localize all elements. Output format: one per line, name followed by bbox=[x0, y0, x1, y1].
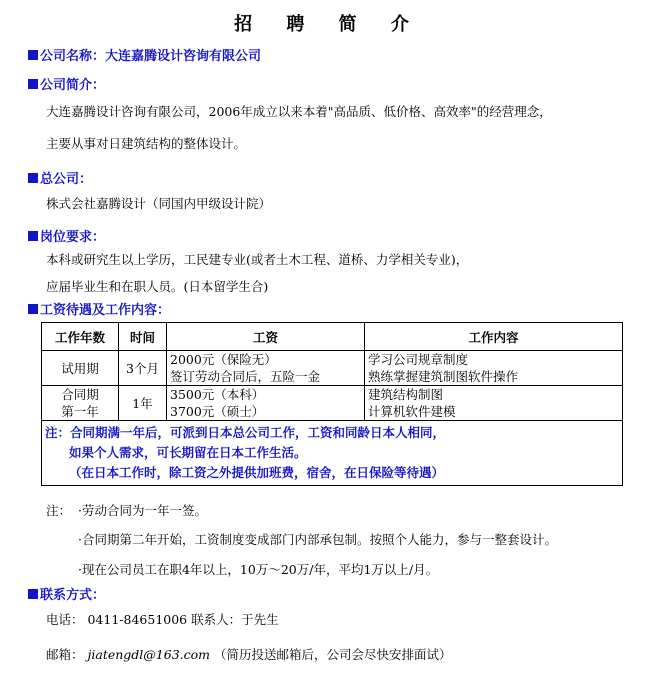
table-header-row bbox=[42, 323, 623, 351]
intro-line: 主要从事对日建筑结构的整体设计。 bbox=[46, 136, 247, 151]
work-line: 学习公司规章制度 bbox=[368, 352, 469, 367]
bullet-square-icon bbox=[28, 50, 38, 60]
page-title: 招 聘 简 介 bbox=[234, 14, 423, 35]
intro-heading-label: 公司简介： bbox=[40, 78, 106, 93]
company-name-label: 公司名称： bbox=[40, 49, 106, 64]
work-line: 计算机软件建模 bbox=[368, 404, 456, 419]
years-cell: 试用期 bbox=[42, 351, 119, 386]
contact-phone: 电话： 0411-84651006 联系人：于先生 bbox=[46, 612, 279, 627]
salary-label: 工资待遇及工作内容： bbox=[40, 303, 171, 318]
note-line: （在日本工作时，除工资之外提供加班费，宿舍，在日保险等待遇） bbox=[69, 465, 445, 480]
pay-line: 签订劳动合同后，五险一金 bbox=[170, 369, 321, 384]
requirements-line: 本科或研究生以上学历，工民建专业(或者土木工程、道桥、力学相关专业)， bbox=[46, 252, 469, 267]
bullet-square-icon bbox=[28, 173, 38, 183]
work-line: 熟练掌握建筑制图软件操作 bbox=[368, 369, 519, 384]
years-line: 合同期 bbox=[61, 387, 99, 402]
table-note-row bbox=[42, 421, 623, 486]
requirements-label: 岗位要求： bbox=[40, 230, 106, 245]
notes-label: 注： bbox=[46, 503, 72, 518]
notes-item: ·现在公司员工在职4年以上，10万～20万/年，平均1万以上/月。 bbox=[78, 562, 439, 577]
pay-line: 2000元（保险无） bbox=[170, 352, 277, 367]
pay-line: 3500元（本科） bbox=[170, 387, 265, 402]
company-name-heading bbox=[28, 45, 261, 64]
email-note: （简历投送邮箱后，公司会尽快安排面试） bbox=[214, 647, 452, 662]
intro-heading bbox=[28, 74, 105, 93]
column-header: 工资 bbox=[167, 323, 365, 351]
years-cell bbox=[42, 386, 119, 421]
table-row bbox=[42, 351, 623, 386]
salary-heading bbox=[28, 299, 170, 318]
parent-company-heading bbox=[28, 168, 92, 187]
work-line: 建筑结构制图 bbox=[368, 387, 444, 402]
column-header: 工作内容 bbox=[365, 323, 623, 351]
table-note bbox=[42, 421, 623, 486]
intro-line: 大连嘉腾设计咨询有限公司，2006年成立以来本着"高品质、低价格、高效率"的经营理念， bbox=[46, 104, 552, 119]
contact-heading bbox=[28, 584, 105, 603]
years-line: 第一年 bbox=[61, 404, 99, 419]
contact-email-row bbox=[46, 645, 452, 663]
column-header: 工作年数 bbox=[42, 323, 119, 351]
table-row bbox=[42, 386, 623, 421]
email-link[interactable]: jiatengdl@163.com bbox=[87, 647, 211, 662]
requirements-line: 应届毕业生和在职人员。(日本留学生合) bbox=[46, 279, 269, 294]
time-cell: 3个月 bbox=[119, 351, 167, 386]
bullet-square-icon bbox=[28, 304, 38, 314]
parent-company-line: 株式会社嘉腾设计（同国内甲级设计院） bbox=[46, 196, 272, 211]
pay-cell bbox=[167, 351, 365, 386]
salary-table bbox=[41, 322, 623, 486]
contact-label: 联系方式： bbox=[40, 588, 106, 603]
pay-line: 3700元（硕士） bbox=[170, 404, 265, 419]
company-name-value: 大连嘉腾设计咨询有限公司 bbox=[105, 49, 262, 64]
work-cell bbox=[365, 351, 623, 386]
column-header: 时间 bbox=[119, 323, 167, 351]
notes-item: ·合同期第二年开始，工资制度变成部门内部承包制。按照个人能力，参与一整套设计。 bbox=[78, 532, 557, 547]
requirements-heading bbox=[28, 226, 105, 245]
note-line: 如果个人需求，可长期留在日本工作生活。 bbox=[69, 445, 307, 460]
bullet-square-icon bbox=[28, 231, 38, 241]
email-label: 邮箱： bbox=[46, 647, 84, 662]
note-line: 注：合同期满一年后，可派到日本总公司工作，工资和同龄日本人相同， bbox=[45, 425, 446, 440]
bullet-square-icon bbox=[28, 79, 38, 89]
work-cell bbox=[365, 386, 623, 421]
notes-item: ·劳动合同为一年一签。 bbox=[78, 503, 207, 518]
parent-company-label: 总公司： bbox=[40, 172, 93, 187]
pay-cell bbox=[167, 386, 365, 421]
bullet-square-icon bbox=[28, 589, 38, 599]
time-cell: 1年 bbox=[119, 386, 167, 421]
